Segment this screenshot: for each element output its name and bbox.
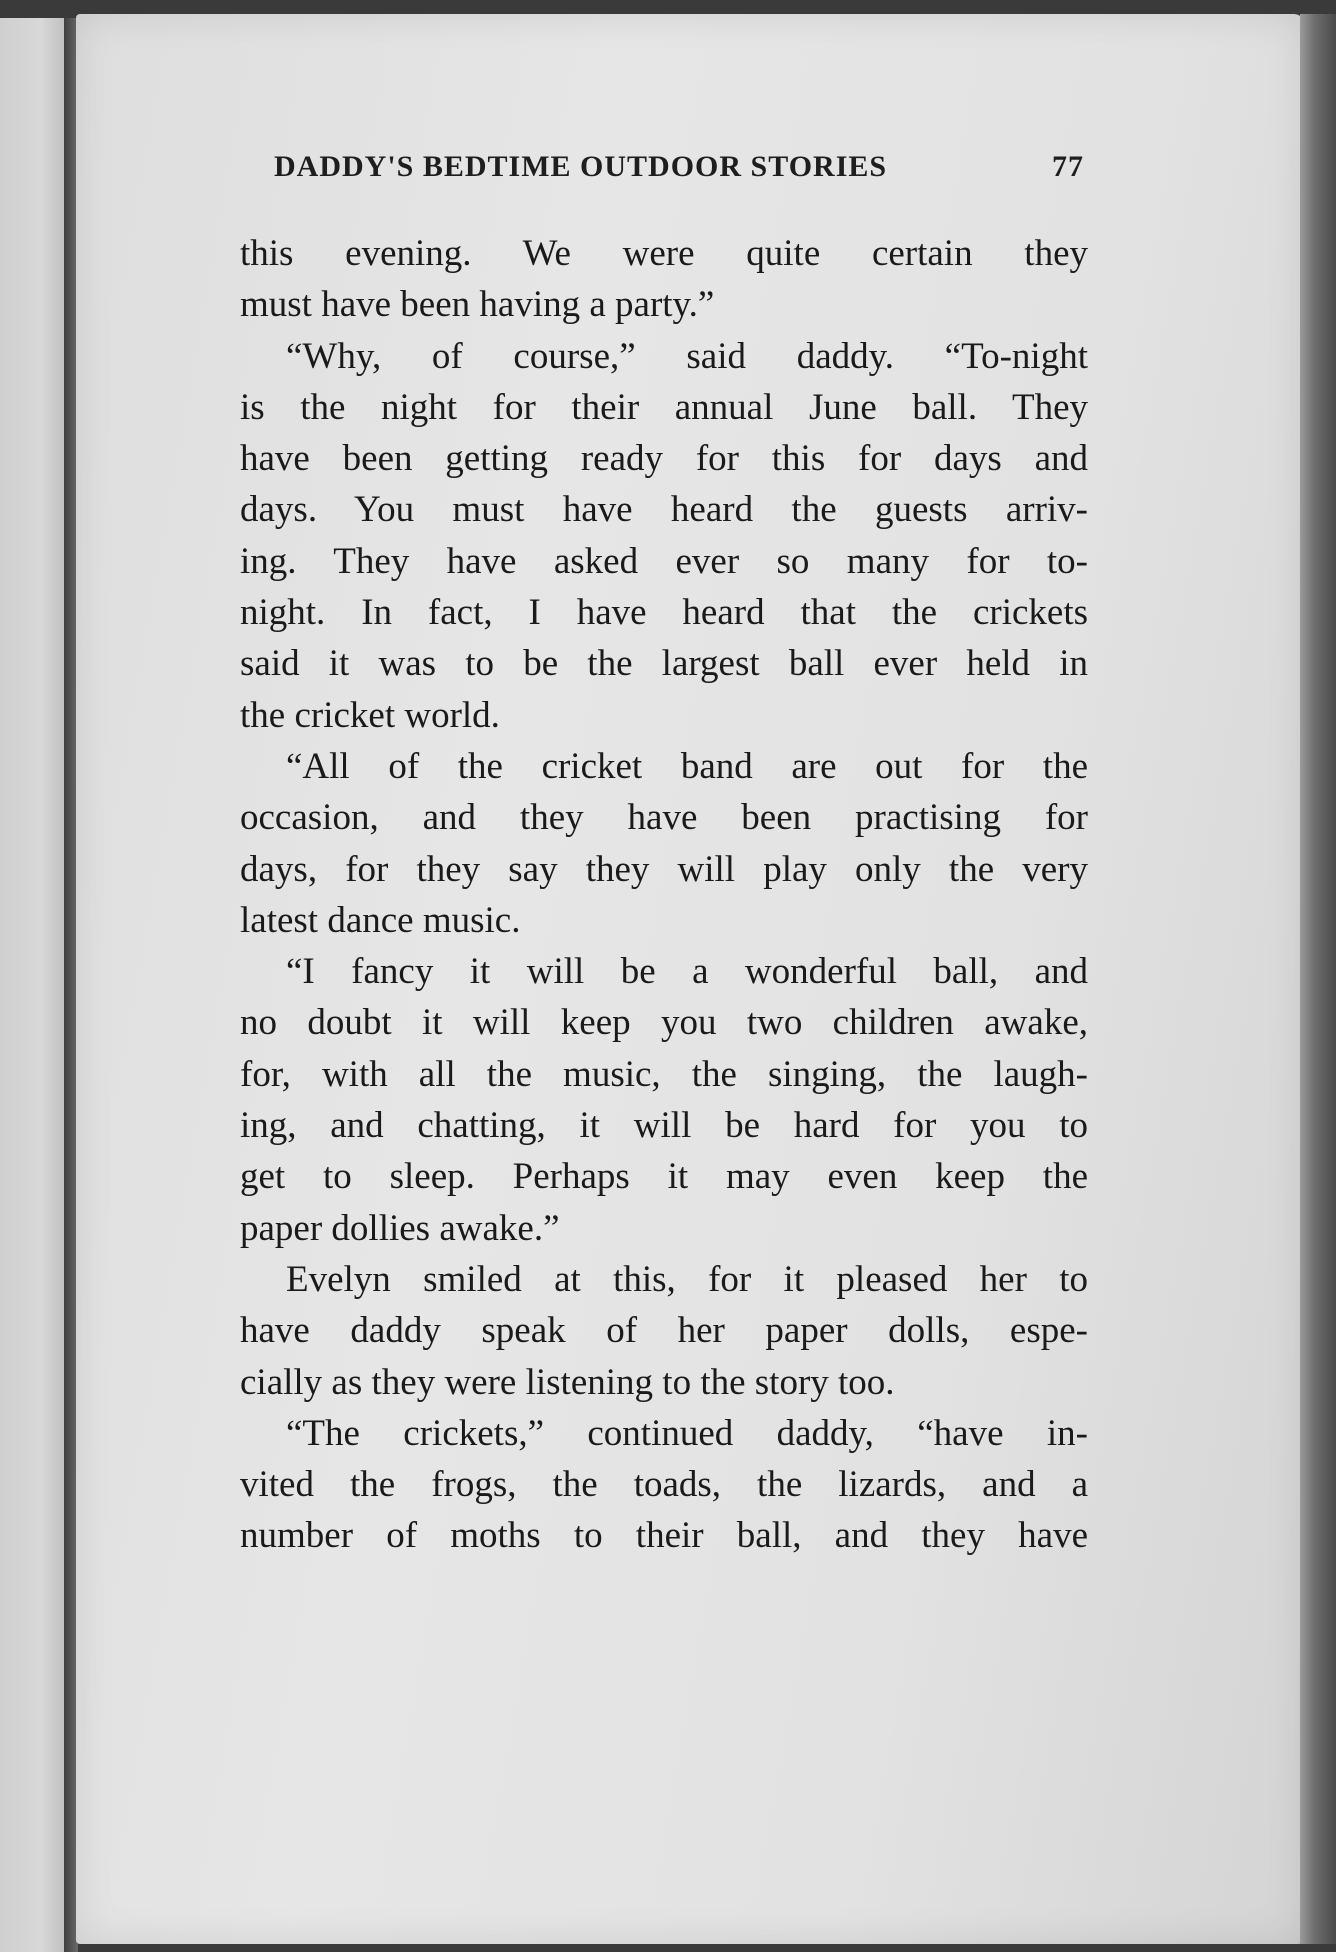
text-line: get to sleep. Perhaps it may even keep the (240, 1156, 1088, 1198)
text-line: the cricket world. (240, 694, 500, 736)
text-line: “I fancy it will be a wonderful ball, and (286, 951, 1088, 993)
text-line: ing. They have asked ever so many for to- (240, 540, 1088, 582)
text-line: said it was to be the largest ball ever held in (240, 643, 1088, 685)
text-line: “All of the cricket band are out for the (286, 745, 1088, 787)
previous-page-edge (0, 18, 68, 1952)
text-line: “The crickets,” continued daddy, “have in- (286, 1412, 1088, 1454)
text-line: night. In fact, I have heard that the crickets (240, 592, 1088, 634)
text-line: have daddy speak of her paper dolls, espe- (240, 1310, 1088, 1352)
text-line: days, for they say they will play only the very (240, 848, 1088, 890)
text-line: Evelyn smiled at this, for it pleased her to (286, 1258, 1088, 1300)
text-line: this evening. We were quite certain they (240, 233, 1088, 274)
body-text (240, 228, 1088, 1562)
page-number: 77 (1052, 150, 1084, 183)
text-line: vited the frogs, the toads, the lizards, and a (240, 1464, 1088, 1506)
running-head-title: DADDY'S BEDTIME OUTDOOR STORIES (274, 150, 888, 183)
text-line: is the night for their annual June ball. They (240, 386, 1088, 428)
text-line: “Why, of course,” said daddy. “To-night (286, 335, 1088, 377)
running-head (274, 150, 1084, 184)
text-line: cially as they were listening to the story too. (240, 1361, 895, 1403)
text-line: no doubt it will keep you two children awake, (240, 1002, 1088, 1044)
text-line: paper dollies awake.” (240, 1207, 560, 1249)
text-line: must have been having a party.” (240, 284, 715, 326)
text-line: have been getting ready for this for days and (240, 438, 1088, 480)
text-line: occasion, and they have been practising for (240, 797, 1088, 839)
text-line: number of moths to their ball, and they have (240, 1515, 1088, 1557)
text-line: for, with all the music, the singing, the laugh- (240, 1053, 1088, 1095)
page-stack-edge (1300, 14, 1336, 1944)
text-line: ing, and chatting, it will be hard for you to (240, 1105, 1088, 1147)
text-line: latest dance music. (240, 899, 521, 941)
text-line: days. You must have heard the guests arriv- (240, 489, 1088, 531)
